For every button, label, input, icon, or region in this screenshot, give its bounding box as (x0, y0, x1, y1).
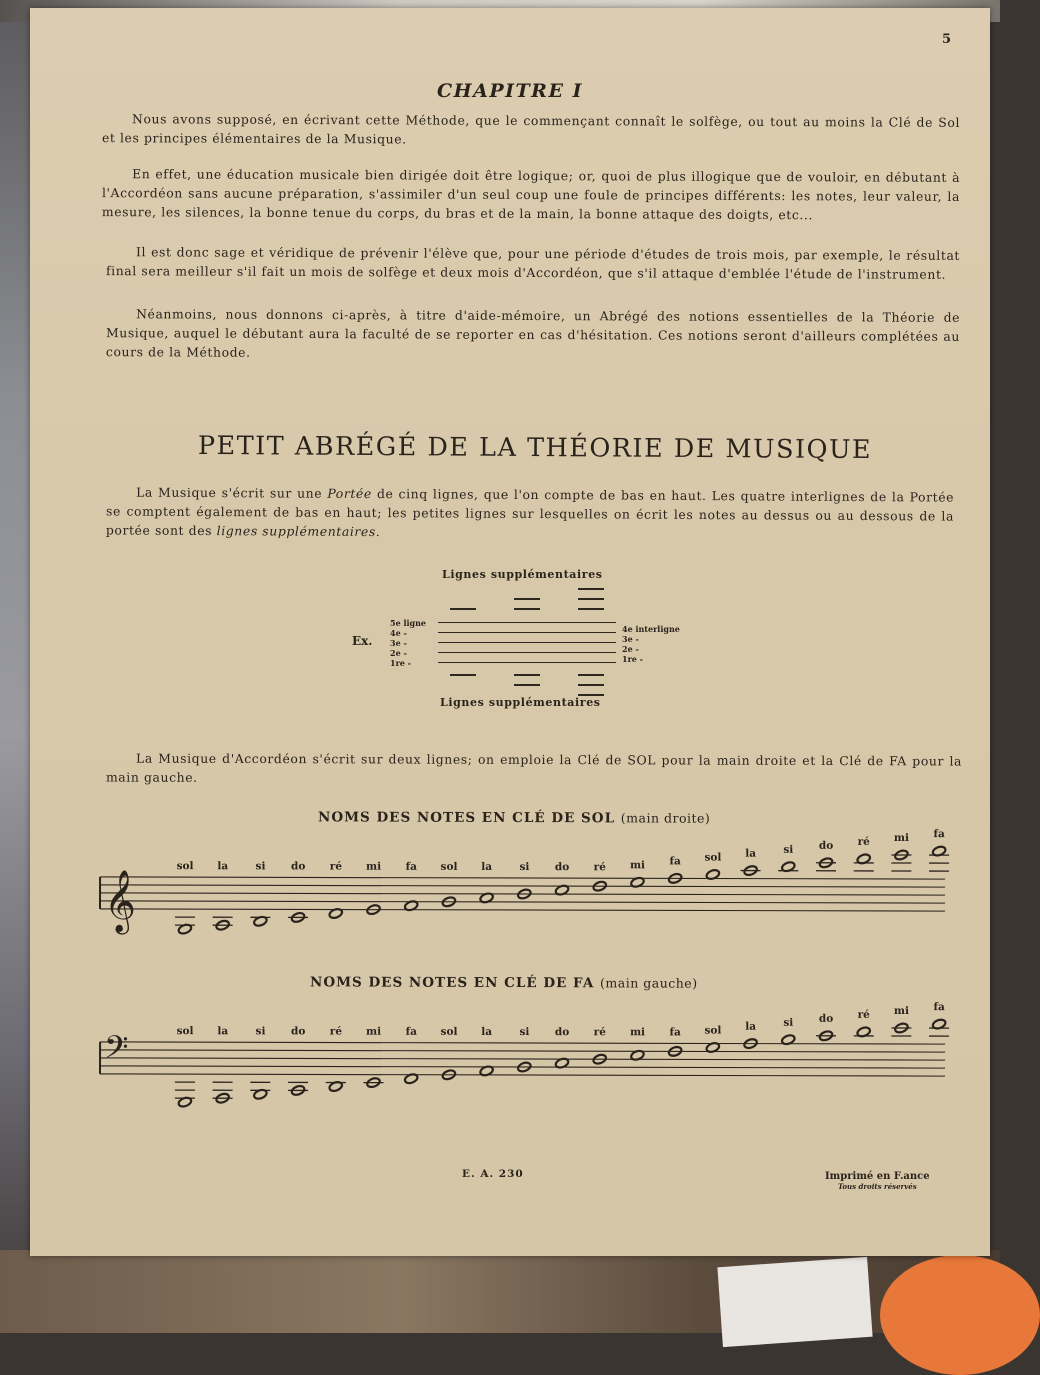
intro-paragraph-2: En effet, une éducation musicale bien dirigée doit être logique; or, quoi de plus illogique que de vouloir, en débutant à l'Accordéon sans aucune préparation, s'assimiler d'un seul coup une foule de principes différents: les notes, leur valeur, la mesure, les silences, la bonne tenue du corps, du bras et de la main, la bonne attaque des doigts, etc... (102, 164, 960, 225)
fa-title-text: NOMS DES NOTES EN CLÉ DE FA (310, 974, 594, 991)
staff-line (100, 1050, 945, 1052)
edition-code: E. A. 230 (462, 1168, 524, 1180)
note-label: fa (670, 855, 682, 867)
staff-line (100, 1074, 945, 1076)
staff-line (100, 885, 945, 887)
staff-line (100, 893, 945, 895)
staff-lines-diagram (350, 568, 710, 718)
note-label: si (256, 860, 266, 872)
treble-staff (90, 845, 950, 967)
note-label: si (783, 1017, 793, 1029)
note-label: sol (177, 860, 194, 872)
diagram-bottom-label: Lignes supplémentaires (440, 696, 601, 709)
note-label: la (481, 1026, 492, 1038)
note-label: do (291, 1025, 305, 1037)
staff-line (100, 909, 945, 911)
label-space-4: 4e interligne (622, 624, 680, 634)
note-label: la (481, 861, 492, 873)
note-label: mi (894, 832, 909, 844)
label-space-3: 3e - (622, 634, 639, 644)
note-label: sol (441, 1026, 458, 1038)
label-line-5: 5e ligne (390, 618, 426, 628)
fa-section-title (310, 974, 698, 991)
label-line-2: 2e - (390, 648, 407, 658)
intro-paragraph-4: Néanmoins, nous donnons ci-après, à titre d'aide-mémoire, un Abrégé des notions essentielles de la Théorie de Musique, auquel le débutant aura la faculté de se reporter en cas d'hésitation. Ces notions seront d'ailleurs complétées au cours de la Méthode. (106, 304, 960, 365)
note-label: fa (934, 828, 946, 840)
note-label: sol (704, 1024, 721, 1036)
note-label: do (291, 860, 305, 872)
diagram-example-label: Ex. (352, 634, 372, 648)
diagram-top-label: Lignes supplémentaires (442, 568, 603, 581)
staff-paragraph: La Musique s'écrit sur une Portée de cinq lignes, que l'on compte de bas en haut. Les quatre interlignes de la Portée se comptent également de bas en haut; les petites lignes sur lesquelles on écrit les notes au dessus ou au dessous de la portée sont des lignes supplémentaires. (106, 482, 954, 544)
note-label: do (555, 1026, 569, 1038)
staff-line (100, 901, 945, 903)
note-label: si (519, 861, 529, 873)
sol-title-text: NOMS DES NOTES EN CLÉ DE SOL (318, 809, 615, 826)
label-line-4: 4e - (390, 628, 407, 638)
intro-paragraph-1: Nous avons supposé, en écrivant cette Méthode, que le commençant connaît le solfège, ou tout au moins la Clé de Sol et les principes élémentaires de la Musique. (102, 109, 960, 151)
note-label: mi (630, 859, 645, 871)
staff-line (100, 1066, 945, 1068)
note-label: sol (177, 1025, 194, 1037)
note-label: fa (406, 861, 418, 873)
label-line-1: 1re - (390, 658, 411, 668)
sol-section-title (318, 809, 710, 826)
bass-staff-svg (90, 1010, 950, 1132)
section-title: PETIT ABRÉGÉ DE LA THÉORIE DE MUSIQUE (175, 431, 895, 465)
note-label: ré (858, 1009, 871, 1021)
note-label: fa (670, 1026, 682, 1038)
fa-subtitle: (main gauche) (600, 975, 698, 990)
sheet-music-page (30, 8, 990, 1256)
background-paper-scrap (717, 1257, 872, 1347)
label-space-2: 2e - (622, 644, 639, 654)
note-label: sol (704, 851, 721, 863)
note-label: ré (330, 861, 343, 873)
note-label: ré (594, 1026, 607, 1038)
note-label: ré (858, 836, 871, 848)
note-label: fa (406, 1026, 418, 1038)
note-label: mi (366, 1026, 381, 1038)
note-label: la (745, 1021, 756, 1033)
note-label: sol (441, 861, 458, 873)
staff-line (100, 1058, 945, 1060)
note-label: mi (366, 861, 381, 873)
background-orange-object (880, 1255, 1040, 1375)
sol-subtitle: (main droite) (621, 810, 711, 825)
staff-line (100, 877, 945, 879)
note-label: la (217, 1025, 228, 1037)
note-label: la (217, 860, 228, 872)
rights-notice: Tous droits réservés (825, 1182, 930, 1191)
note-label: mi (894, 1005, 909, 1017)
note-label: do (819, 840, 833, 852)
chapter-heading: CHAPITRE I (10, 80, 1010, 102)
note-label: fa (933, 1001, 945, 1013)
staff-line (100, 1042, 945, 1044)
bass-clef-icon: 𝄢 (104, 1029, 129, 1073)
note-label: ré (594, 861, 607, 873)
note-label: ré (330, 1026, 343, 1038)
note-label: do (555, 861, 569, 873)
note-label: do (819, 1013, 833, 1025)
treble-clef-icon: 𝄞 (104, 869, 136, 935)
note-label: mi (630, 1026, 645, 1038)
label-line-3: 3e - (390, 638, 407, 648)
printed-in: Imprimé en F.ance (825, 1171, 930, 1182)
note-label: si (256, 1025, 266, 1037)
bass-staff (90, 1010, 950, 1132)
note-label: si (783, 844, 793, 856)
note-label: si (519, 1026, 529, 1038)
note-label: la (745, 848, 756, 860)
accordion-paragraph: La Musique d'Accordéon s'écrit sur deux lignes; on emploie la Clé de SOL pour la main droite et la Clé de FA pour la main gauche. (106, 749, 962, 790)
intro-paragraph-3: Il est donc sage et véridique de prévenir l'élève que, pour une période d'études de trois mois, par exemple, le résultat final sera meilleur s'il fait un mois de solfège et deux mois d'Accordéon, que s'il attaque d'emblée l'étude de l'instrument. (106, 242, 960, 284)
treble-staff-svg (90, 845, 950, 967)
label-space-1: 1re - (622, 654, 643, 664)
print-notice (825, 1171, 930, 1191)
page-number: 5 (942, 32, 951, 47)
